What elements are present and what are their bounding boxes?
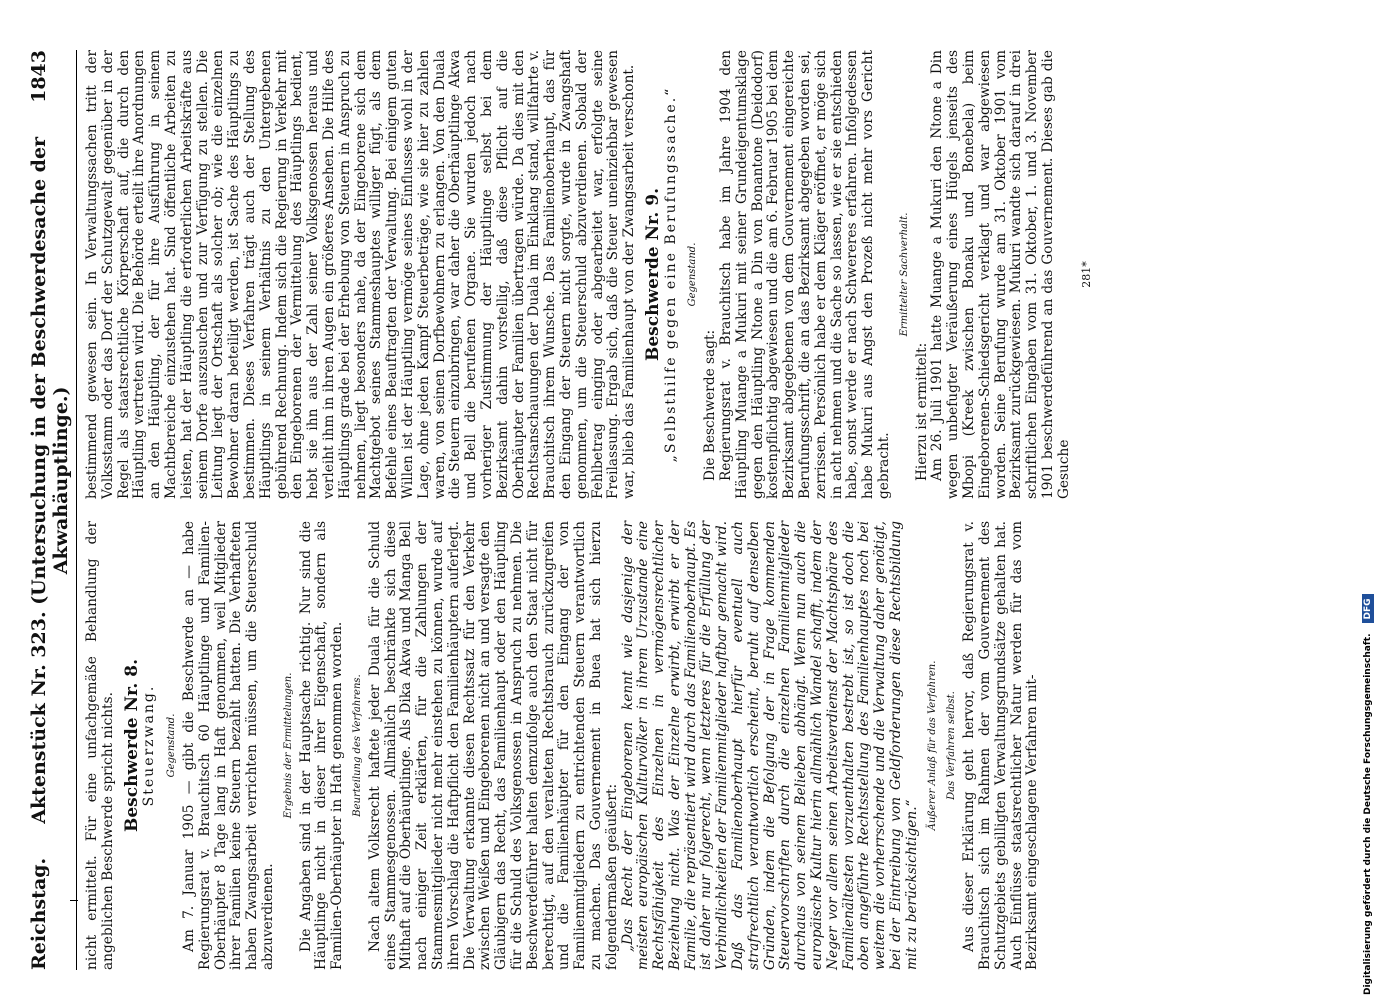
subheading: Gegenstand. (166, 713, 178, 778)
paragraph: Am 7. Januar 1905 — gibt die Beschwerde an — habe Regierungsrat v. Brauchitsch 60 Häuptlinge und Familien-Oberhäupter 8 Tage lang in Haft genommen, weil Mitglieder ihrer Familien keine Steuern bezahlt hatten. Die Verhafteten haben Zwangsarbeit verrichten müssen, um die Steuerschuld abzuverdienen. (180, 521, 276, 970)
rotated-document-page (20, 40, 1350, 980)
paragraph: nicht ermittelt. Für eine unfachgemäße Behandlung der angeblichen Beschwerde spricht nichts. (84, 521, 116, 970)
subheading: Beurteilung des Verfahrens. (351, 674, 363, 817)
header-title: Aktenstück Nr. 323. (Untersuchung in der Beschwerdesache der Akwahäuptlinge.) (28, 136, 72, 824)
paragraph: Hierzu ist ermittelt: (913, 342, 930, 481)
paragraph: Nach altem Volksrecht haftete jeder Duala für die Schuld eines Stammesgenossen. Allmählich beschränkte sich diese Mithaft auf die Oberhäuptlinge. Als Dika Akwa und Manga Bell nach einiger Zeit erklärten, für die Zahlungen der Stammesmitglieder nicht mehr einstehen zu können, wurde auf ihren Vorschlag die Haftpflicht den Familienhäuptern auferlegt. Die Verwaltung erkannte diesen Rechtssatz für den Verkehr zwischen Weißen und Eingeborenen nicht an und versagte den Gläubigern das Recht, das Familienhaupt oder den Häuptling für die Schuld des Volksgenossen in Anspruch zu nehmen. Die Beschwerdeführer halten demzufolge auch den Staat nicht für berechtigt, auf den veralteten Rechtsbrauch zurückzugreifen und die Familienhäupter für den Eingang der von Familienmitgliedern zu entrichtenden Steuern verantwortlich zu machen. Das Gouvernement in Buea hat sich hierzu folgendermaßen geäußert: (366, 521, 620, 970)
paragraph: bestimmend gewesen sein. In Verwaltungssachen tritt der Volksstamm oder das Dorf der Schutzgewalt gegenüber in der Regel als staatsrechtliche Körperschaft auf, die durch den Häuptling vertreten wird. Die Behörde erteilt ihre Anordnungen an den Häuptling, der für ihre Ausführung in seinem Machtbereiche einzustehen hat. Sind öffentliche Arbeiten zu leisten, hat der Häuptling die erforderlichen Arbeitskräfte aus seinem Dorfe auszusuchen und zur Verfügung zu stellen. Die Leitung liegt der Ortschaft als solcher ob; wie die einzelnen Bewohner daran beteiligt werden, ist Sache des Häuptlings zu bestimmen. Dieses Verfahren trägt auch der Stellung des Häuptlings in seinem Verhältnis zu den Untergebenen gebührend Rechnung. Indem sich die Regierung in Verkehr mit den Eingeborenen der Vermittelung des Häuptlings bedient, hebt sie ihn aus der Zahl seiner Volksgenossen heraus und verleiht ihm in ihren Augen ein größeres Ansehen. Die Hilfe des Häuptlings grade bei der Erhebung von Steuern in Anspruch zu nehmen, liegt besonders nahe, da der Eingeborene sich dem Machtgebot seines Stammeshauptes williger fügt, als dem Befehle eines Beauftragten der Verwaltung. Bei einigem guten Willen ist der Häuptling vermöge seines Einflusses wohl in der Lage, ohne jeden Kampf Steuerbeträge, wie sie hier zu zahlen waren, von seinen Dorfbewohnern zu erlangen. Von den Duala die Steuern einzubringen, war daher die Oberhäuptlinge Akwa und Bell die berufenen Organe. Sie wurden jedoch nach vorheriger Zustimmung der Häuptlinge selbst bei dem Bezirksamt dahin vorstellig, daß diese Pflicht auf die Oberhäupter der Familien übertragen würde. Da dies mit den Rechtsanschauungen der Duala im Einklang stand, willfahrte v. Brauchitsch ihrem Wunsche. Das Familienoberhaupt, das für den Eingang der Steuern nicht sorgte, wurde in Zwangshaft genommen, um die Steuerschuld abzuverdienen. Sobald der Fehlbetrag einging oder abgearbeitet war, erfolgte seine Freilassung. Ergab sich, daß die Steuer uneinziehbar gewesen war, blieb das Familienhaupt von der Zwangsarbeit verschont. (84, 50, 638, 499)
paragraph: Regierungsrat v. Brauchitsch habe im Jahre 1904 den Häuptling Muange a Mukuri mit seiner Grundeigentumsklage gegen den Häuptling Ntone a Din von Bonantone (Deidodorf) kostenpflichtig abgewiesen und die am 6. Februar 1905 bei dem Bezirksamt abgegebenen von dem Gouvernement eingereichte Berufungsschrift, die an das Bezirksamt abgegeben worden sei, zerrissen. Persönlich habe er dem Kläger eröffnet, er möge sich in acht nehmen und die Sache so lassen, wie er sie entschieden habe, sonst werde er nach Schwereres erfahren. Infolgedessen habe Mukuri aus Angst den Prozeß nicht mehr vors Gericht gebracht. (718, 50, 893, 499)
section-subject: „Selbsthilfe gegen eine Berufungssache.“ (662, 86, 679, 463)
digitization-text: Digitalisierung gefördert durch die Deutsche Forschungsgemeinschaft. (1363, 633, 1373, 995)
column-left (85, 521, 1094, 970)
quotation: „Das Recht der Eingeborenen kennt wie dasjenige der meisten europäischen Kulturvölker in ihrem Urzustande eine Rechtsfähigkeit des Einzelnen in vermögensrechtlicher Beziehung nicht. Was der Einzelne erwirbt, erwirbt er der Familie, die repräsentiert wird durch das Familienoberhaupt. Es ist daher nur folgerecht, wenn letzteres für die Erfüllung der Verbindlichkeiten der Familienmitglieder haftbar gemacht wird. Daß das Familienoberhaupt hierfür eventuell auch strafrechtlich verantwortlich erscheint, beruht auf denselben Gründen, indem die Befolgung der in Frage kommenden Steuervorschriften durch die einzelnen Familienmitglieder durchaus von seinem Belieben abhängt. Wenn nun auch die europäische Kultur hierin allmählich Wandel schafft, indem der Neger vor allem seinen Arbeitsverdienst der Machtsphäre des Familienältesten vorzuenthalten bestrebt ist, so ist doch die oben angeführte Rechtsstellung des Familienhauptes noch bei weitem die vorherrschende und die Verwaltung daher genötigt, bei der Eintreibung von Geldforderungen diese Rechtsbildung mit zu berücksichtigen.“ (619, 521, 920, 970)
digitization-credit (1362, 594, 1374, 995)
header-page-number: 1843 (28, 50, 50, 103)
dfg-logo-icon: DFG (1362, 594, 1374, 623)
subheading: Das Verfahren selbst. (946, 691, 958, 800)
paragraph: Die Angaben sind in der Hauptsache richtig. Nur sind die Häuptlinge nicht in dieser ihrer Eigenschaft, sondern als Familien-Oberhäupter in Haft genommen worden. (297, 521, 346, 970)
paragraph: Die Beschwerde sagt: (702, 329, 719, 481)
header-left: Reichstag. (28, 857, 50, 970)
section-heading: Beschwerde Nr. 8. (121, 659, 142, 833)
subheading: Äußerer Anlaß für das Verfahren. (926, 660, 938, 831)
column-right (85, 50, 1094, 499)
page-signature: 281* (1079, 261, 1093, 288)
paragraph: Am 26. Juli 1901 hatte Muange a Mukuri den Ntone a Din wegen unbefugter Veräußerung eines Hügels jenseits des Mbopi (Kreek zwischen Bonaku und Bonebela) beim Eingeborenen-Schiedsgericht verklagt und war abgewiesen worden. Seine Berufung wurde am 31. Oktober 1901 vom Bezirksamt zurückgewiesen. Mukuri wandte sich darauf in drei schriftlichen Eingaben vom 31. Oktober, 1. und 3. November 1901 beschwerdeführend an das Gouvernement. Dieses gab die Gesuche (929, 50, 1072, 499)
subheading: Ergebnis der Ermittelungen. (282, 672, 294, 819)
section-heading: Beschwerde Nr. 9. (642, 188, 663, 362)
subheading: Gegenstand. (687, 242, 699, 307)
subheading: Ermittelter Sachverhalt. (898, 212, 910, 337)
section-subject: Steuerzwang. (141, 684, 158, 807)
page-header (28, 50, 77, 970)
paragraph: Aus dieser Erklärung geht hervor, daß Regierungsrat v. Brauchitsch sich im Rahmen der vom Gouvernement des Schutzgebiets gebilligten Verwaltungsgrundsätze gehalten hat. Auch Einflüsse staatsrechtlicher Natur werden für das vom Bezirksamt eingeschlagene Verfahren mit- (961, 521, 1041, 970)
text-columns (85, 50, 1094, 970)
